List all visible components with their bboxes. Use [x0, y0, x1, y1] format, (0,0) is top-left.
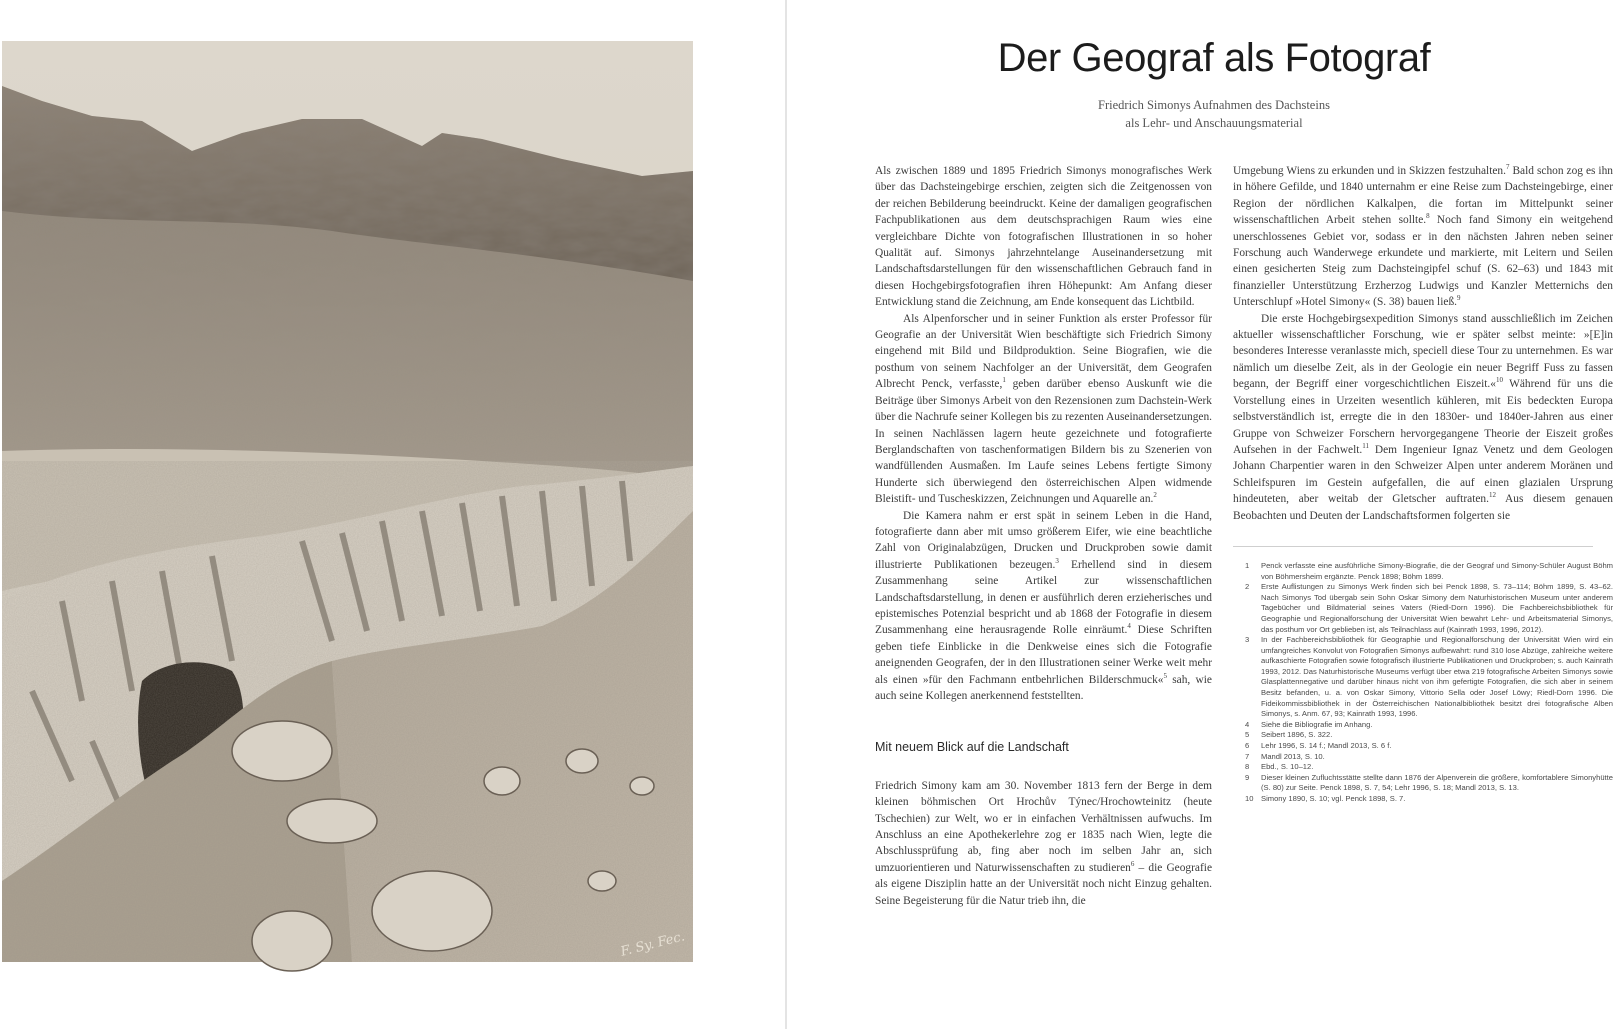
footnote-ref[interactable]: 9 — [1456, 294, 1461, 303]
photo-drawing — [2, 41, 693, 962]
paragraph — [875, 311, 1212, 508]
footnote-number: 8 — [1245, 762, 1250, 772]
footnote-text: Seibert 1896, S. 322. — [1261, 730, 1333, 740]
footnote-item — [1233, 720, 1613, 731]
paragraph-text: Die erste Hochgebirgsexpedition Simonys stand ausschließlich im Zeichen aktueller wissenschaftlicher Forschung, wie er später selbst meinte: »[E]in besonderes Interesse veranlasste mich, speciell diese Tour zu unternehmen. Es war nämlich um dieselbe Zeit, als in der Geologie ein neuer Begriff Fuss zu fassen begann, der Begriff einer vorgeschichtlichen Eiszeit.« — [1233, 312, 1613, 391]
footnote-text: Mandl 2013, S. 10. — [1261, 751, 1325, 761]
paragraph-text: Noch fand Simony ein weitgehend unerschlossenes Gebiet vor, sodass er in den nächsten Jahren neben seiner Forschung auch Wanderwege erkundete und markierte, mit Leitern und Seilen einen gesicherten Steig zum Dachsteingipfel schuf (S. 62–63) und 1843 mit finanzieller Unterstützung Erzherzog Ludwigs und Kanzler Metternichs den Unterschlupf »Hotel Simony« (S. 38) bauen ließ. — [1233, 214, 1613, 309]
footnote-text: Penck verfasste eine ausführliche Simony-Biografie, die der Geograf und Simony-Schüler August Böhm von Böhmersheim ergänzte. Penck 1898; Böhm 1899. — [1261, 560, 1613, 581]
footnote-item — [1233, 635, 1613, 720]
subtitle-line: Friedrich Simonys Aufnahmen des Dachsteins — [1098, 98, 1330, 112]
paragraph-text: Die Kamera nahm er erst spät in seinem Leben in die Hand, fotografierte dann aber mit umso größerem Eifer, wie eine beachtliche Zahl von Originalabzügen, Drucken und Druckproben sowie damit illustrierte Publikationen bezeugen. — [875, 509, 1212, 571]
paragraph-text: Während für uns die Vorstellung eines in Urzeiten wesentlich kühleren, mit Eis bedeckten Europa selbstverständlich ist, erregte die in den 1830er- und 1840er-Jahren aus einer Gruppe von Schweizer Forschern hervorgegangene Theorie der Eiszeit großes Aufsehen in der Fachwelt. — [1233, 378, 1613, 456]
footnote-text: Erste Auflistungen zu Simonys Werk finden sich bei Penck 1898, S. 73–114; Böhm 1899, S. 43–62. Nach Simonys Tod übergab sein Sohn Oskar Simony dem Naturhistorischen Museum unter anderem Tagebücher und Bildmaterial seines Vaters (Riedl-Dorn 1996). Die Fachbereichsbibliothek für Geographie und Regionalforschung der Universität Wien bewahrt Lehr- und Arbeitsmaterial Simonys, das posthum vor Ort geblieben ist, als Teilnachlass auf (Kainrath 1993, 1996, 2012). — [1261, 582, 1613, 634]
footnote-ref[interactable]: 3 — [1055, 556, 1059, 565]
subtitle-line: als Lehr- und Anschauungsmaterial — [1125, 116, 1303, 130]
footnote-list — [1233, 561, 1613, 805]
paragraph-text: geben darüber ebenso Auskunft wie die Beiträge über Simonys Arbeit von den Rezensionen zum Dachstein-Werk über die Nachrufe seiner Kollegen bis zu rezenten Auseinandersetzungen. In seinen Nachlässen lagern heute gezeichnete und fotografierte Berglandschaften von taschenformatigen Bildern bis zu Szenerien von wandfüllenden Ausmaßen. Im Laufe seines Lebens fertigte Simony Hunderte sich überwiegend den österreichischen Alpen widmende Bleistift- und Tuscheskizzen, Zeichnungen und Aquarelle an. — [875, 378, 1213, 506]
right-page — [788, 0, 1613, 988]
footnote-number: 9 — [1245, 772, 1250, 782]
footnote-item — [1233, 773, 1613, 794]
footnote-item — [1233, 561, 1613, 582]
photographer-signature: F. Sy. Fec. — [618, 929, 686, 960]
left-page — [0, 0, 786, 1029]
paragraph-text: Als Alpenforscher und in seiner Funktion als erster Professor für Geografie an der Universität Wien beschäftigte sich Friedrich Simony eingehend mit Bild und Bildproduktion. Seine Biografien, wie die posthum von seinem Nachfolger an der Universität, dem Geografen Albrecht Penck, verfasste, — [875, 312, 1212, 391]
footnote-divider — [1233, 546, 1593, 547]
footnote-ref[interactable]: 11 — [1362, 442, 1370, 451]
footnote-item — [1233, 582, 1613, 635]
footnote-number: 6 — [1245, 741, 1250, 751]
footnote-number: 10 — [1245, 794, 1254, 803]
paragraph-text: Bald schon zog es ihn in höhere Gefilde, und 1840 unternahm er eine Reise zum Dachsteingebirge, einer Region der nördlichen Kalkalpen, die fortan im Mittelpunkt seiner wissenschaftlichen Arbeit stehen sollte. — [1233, 165, 1613, 227]
footnote-text: Siehe die Bibliografie im Anhang. — [1261, 719, 1373, 729]
article-title: Der Geograf als Fotograf — [997, 36, 1431, 80]
paragraph — [1233, 311, 1613, 524]
paragraph-text: Dem Ingenieur Ignaz Venetz und dem Geologen Johann Charpentier waren in den Schweizer Alpen unter anderem Moränen und Schleifspuren im Gestein aufgefallen, die auf einen glazialen Ursprung hindeuteten, aber weitab der Gletscher auftraten. — [1233, 443, 1613, 506]
paragraph-text: Diese Schriften geben tiefe Einblicke in die Denkweise eines sich die Fotografie aneignenden Geografen, der in den Illustrationen seiner Werke weit mehr als einen »für den Fachmann entbehrlichen Bilderschmuck« — [875, 624, 1212, 686]
footnote-item — [1233, 730, 1613, 741]
footnote-ref[interactable]: 10 — [1495, 376, 1503, 385]
paragraph-text: Aus diesem genauen Beobachten und Deuten der Landschaftsformen folgerten sie — [1233, 493, 1613, 522]
footnote-ref[interactable]: 8 — [1426, 212, 1430, 221]
article-subtitle — [788, 96, 1600, 132]
footnote-number: 3 — [1245, 635, 1250, 645]
footnote-text: Lehr 1996, S. 14 f.; Mandl 2013, S. 6 f. — [1261, 741, 1392, 751]
paragraph — [1233, 163, 1613, 311]
footnote-ref[interactable]: 7 — [1505, 163, 1510, 172]
footnote-number: 7 — [1245, 751, 1250, 761]
glacier-photograph — [2, 41, 693, 962]
footnote-text: In der Fachbereichsbibliothek für Geographie und Regionalforschung der Universität Wien wird ein umfangreiches Konvolut von Fotografien Simonys aufbewahrt: rund 310 lose Abzüge, zahlreiche weitere aufkaschierte Fotografien sowie fotografisch illustrierte Publikationen und Druckproben; s. auch Kainrath 1993, 2012. Das Naturhistorische Museums verfügt über etwa 219 fotografische Arbeiten Simonys sowie Glasplattennegative und darüber hinaus nicht von ihm gefertigte Fotografien, die sich aber in seinem Besitz befanden, u. a. von Oskar Simony, Vittorio Sella oder Josef Löwy; Riedl-Dorn 1996. Die Fideikommissbibliothek in der Österreichischen Nationalbibliothek besitzt drei fotografische Alben Simonys, s. Anm. 67, 93; Kainrath 1993, 1996. — [1261, 635, 1613, 719]
paragraph-text: sah, wie auch seine Kollegen anerkennend feststellten. — [875, 673, 1212, 702]
footnote-ref[interactable]: 4 — [1127, 622, 1131, 631]
footnote-text: Ebd., S. 10–12. — [1261, 762, 1314, 772]
footnote-ref[interactable]: 6 — [1130, 860, 1135, 869]
footnote-item — [1233, 752, 1613, 763]
section-heading: Mit neuem Blick auf die Landschaft — [875, 740, 1069, 755]
paragraph — [875, 778, 1212, 909]
footnote-number: 4 — [1245, 719, 1250, 729]
footnote-item — [1233, 741, 1613, 752]
footnote-ref[interactable]: 2 — [1153, 491, 1157, 500]
paragraph-text: Als zwischen 1889 und 1895 Friedrich Simonys monografisches Werk über das Dachsteingebirge erschien, zeigten sich die Zeitgenossen von der reichen Bebilderung beeindruckt. Keine der damaligen geografischen Fachpublikationen aus dem deutschsprachigen Raum wies eine vergleichbare Dichte von fotografischen Illustrationen in so hoher Qualität auf. Simonys jahrzehntelange Auseinandersetzung mit Landschaftsdarstellungen für den wissenschaftlichen Gebrauch fand in diesen Hochgebirgsfotografien ihren Höhepunkt: Am Anfang dieser Entwicklung stand die Zeichnung, am Ende konsequent das Lichtbild. — [875, 165, 1212, 309]
footnote-ref[interactable]: 12 — [1488, 491, 1496, 500]
footnote-number: 2 — [1245, 582, 1250, 592]
footnote-ref[interactable]: 5 — [1163, 671, 1167, 680]
footnote-item — [1233, 794, 1613, 805]
paragraph-text: – die Geografie als eigene Disziplin hatte an der Universität noch nicht Einzug gehalten. Seine Begeisterung für die Natur trieb ihn, die — [875, 861, 1212, 907]
body-column-right — [1233, 163, 1613, 805]
footnote-number: 5 — [1245, 730, 1250, 740]
paragraph — [875, 508, 1212, 705]
footnote-number: 1 — [1245, 560, 1250, 570]
footnote-text: Dieser kleinen Zufluchtsstätte stellte dann 1876 der Alpenverein die größere, komfortablere Simonyhütte (S. 80) zur Seite. Penck 1898, S. 7, 54; Lehr 1996, S. 18; Mandl 2013, S. 13. — [1261, 772, 1613, 793]
footnote-ref[interactable]: 1 — [1002, 376, 1006, 385]
footnote-item — [1233, 762, 1613, 773]
body-column-left — [875, 163, 1212, 909]
footnote-text: Simony 1890, S. 10; vgl. Penck 1898, S. 7. — [1261, 794, 1406, 803]
paragraph — [875, 163, 1212, 311]
paragraph-text: Friedrich Simony kam am 30. November 1813 fern der Berge in dem kleinen böhmischen Ort Hrochův Týnec/Hrochowteinitz (heute Tschechien) zur Welt, wo er in einfachen Verhältnissen aufwuchs. Im Anschluss an eine Apothekerlehre zog er 1835 nach Wien, legte die Abschlussprüfung ab, fing aber noch im selben Jahr an, sich umzuorientieren und Naturwissenschaften zu studieren — [875, 779, 1212, 874]
paragraph-text: Erhellend sind in diesem Zusammenhang seine Artikel zur wissenschaftlichen Landschaftsdarstellung, in denen er ausführlich deren erzieherisches und epistemisches Potenzial bespricht und ab 1868 der Fotografie in diesem Zusammenhang eine herausragende Rolle einräumt. — [875, 558, 1213, 637]
paragraph-text: Umgebung Wiens zu erkunden und in Skizzen festzuhalten. — [1233, 165, 1506, 177]
page-gutter — [785, 0, 787, 1029]
